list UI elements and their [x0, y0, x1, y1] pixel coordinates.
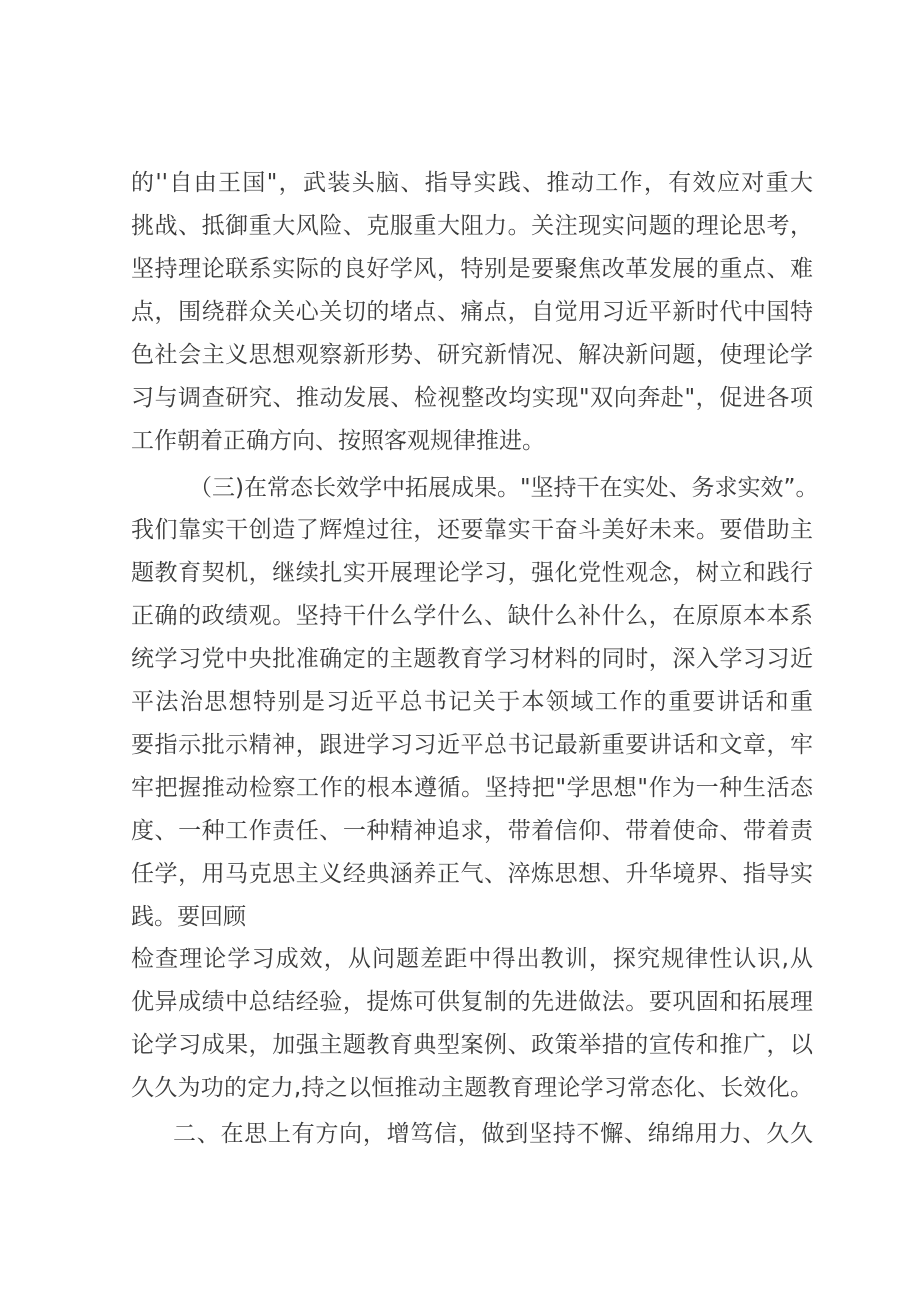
text-line: 统学习党中央批准确定的主题教育学习材料的同时，深入学习习近 — [131, 646, 813, 672]
text-line: 平法治思想特别是习近平总书记关于本领域工作的重要讲话和重 — [131, 689, 813, 715]
text-line: 挑战、抵御重大风险、克服重大阻力。关注现实问题的理论思考， — [131, 213, 813, 239]
text-line: 题教育契机，继续扎实开展理论学习，强化党性观念，树立和践行 — [131, 560, 813, 586]
text-line: 久久为功的定力,持之以恒推动主题教育理论学习常态化、长效化。 — [131, 1075, 813, 1101]
text-line: 践。要回顾 — [131, 904, 246, 930]
text-line: 我们靠实干创造了辉煌过往，还要靠实干奋斗美好未来。要借助主 — [131, 517, 813, 543]
text-line: 工作朝着正确方向、按照客观规律推进。 — [131, 428, 545, 454]
text-line: 正确的政绩观。坚持干什么学什么、缺什么补什么，在原原本本系 — [131, 603, 813, 629]
section-heading-line: （三)在常态长效学中拓展成果。"坚持干在实处、务求实效”。 — [189, 475, 819, 501]
text-line: 检查理论学习成效，从问题差距中得出教训，探究规律性认识,从 — [131, 946, 813, 972]
text-line: 任学，用马克思主义经典涵养正气、淬炼思想、升华境界、指导实 — [131, 861, 813, 887]
section-heading-line: 二、在思上有方向，增笃信，做到坚持不懈、绵绵用力、久久 — [173, 1121, 813, 1147]
text-line: 优异成绩中总结经验，提炼可供复制的先进做法。要巩固和拓展理 — [131, 989, 813, 1015]
text-line: 牢把握推动检察工作的根本遵循。坚持把"学思想"作为一种生活态 — [131, 775, 813, 801]
text-line: 点，围绕群众关心关切的堵点、痛点，自觉用习近平新时代中国特 — [131, 299, 813, 325]
text-line: 的''自由王国"，武装头脑、指导实践、推动工作，有效应对重大 — [131, 170, 813, 196]
text-line: 度、一种工作责任、一种精神追求，带着信仰、带着使命、带着责 — [131, 818, 813, 844]
text-line: 色社会主义思想观察新形势、研究新情况、解决新问题，使理论学 — [131, 342, 813, 368]
text-line: 坚持理论联系实际的良好学风，特别是要聚焦改革发展的重点、难 — [131, 256, 813, 282]
text-line: 要指示批示精神，跟进学习习近平总书记最新重要讲话和文章，牢 — [131, 732, 813, 758]
text-line: 习与调查研究、推动发展、检视整改均实现"双向奔赴"，促进各项 — [131, 385, 813, 411]
text-line: 论学习成果，加强主题教育典型案例、政策举措的宣传和推广，以 — [131, 1032, 813, 1058]
